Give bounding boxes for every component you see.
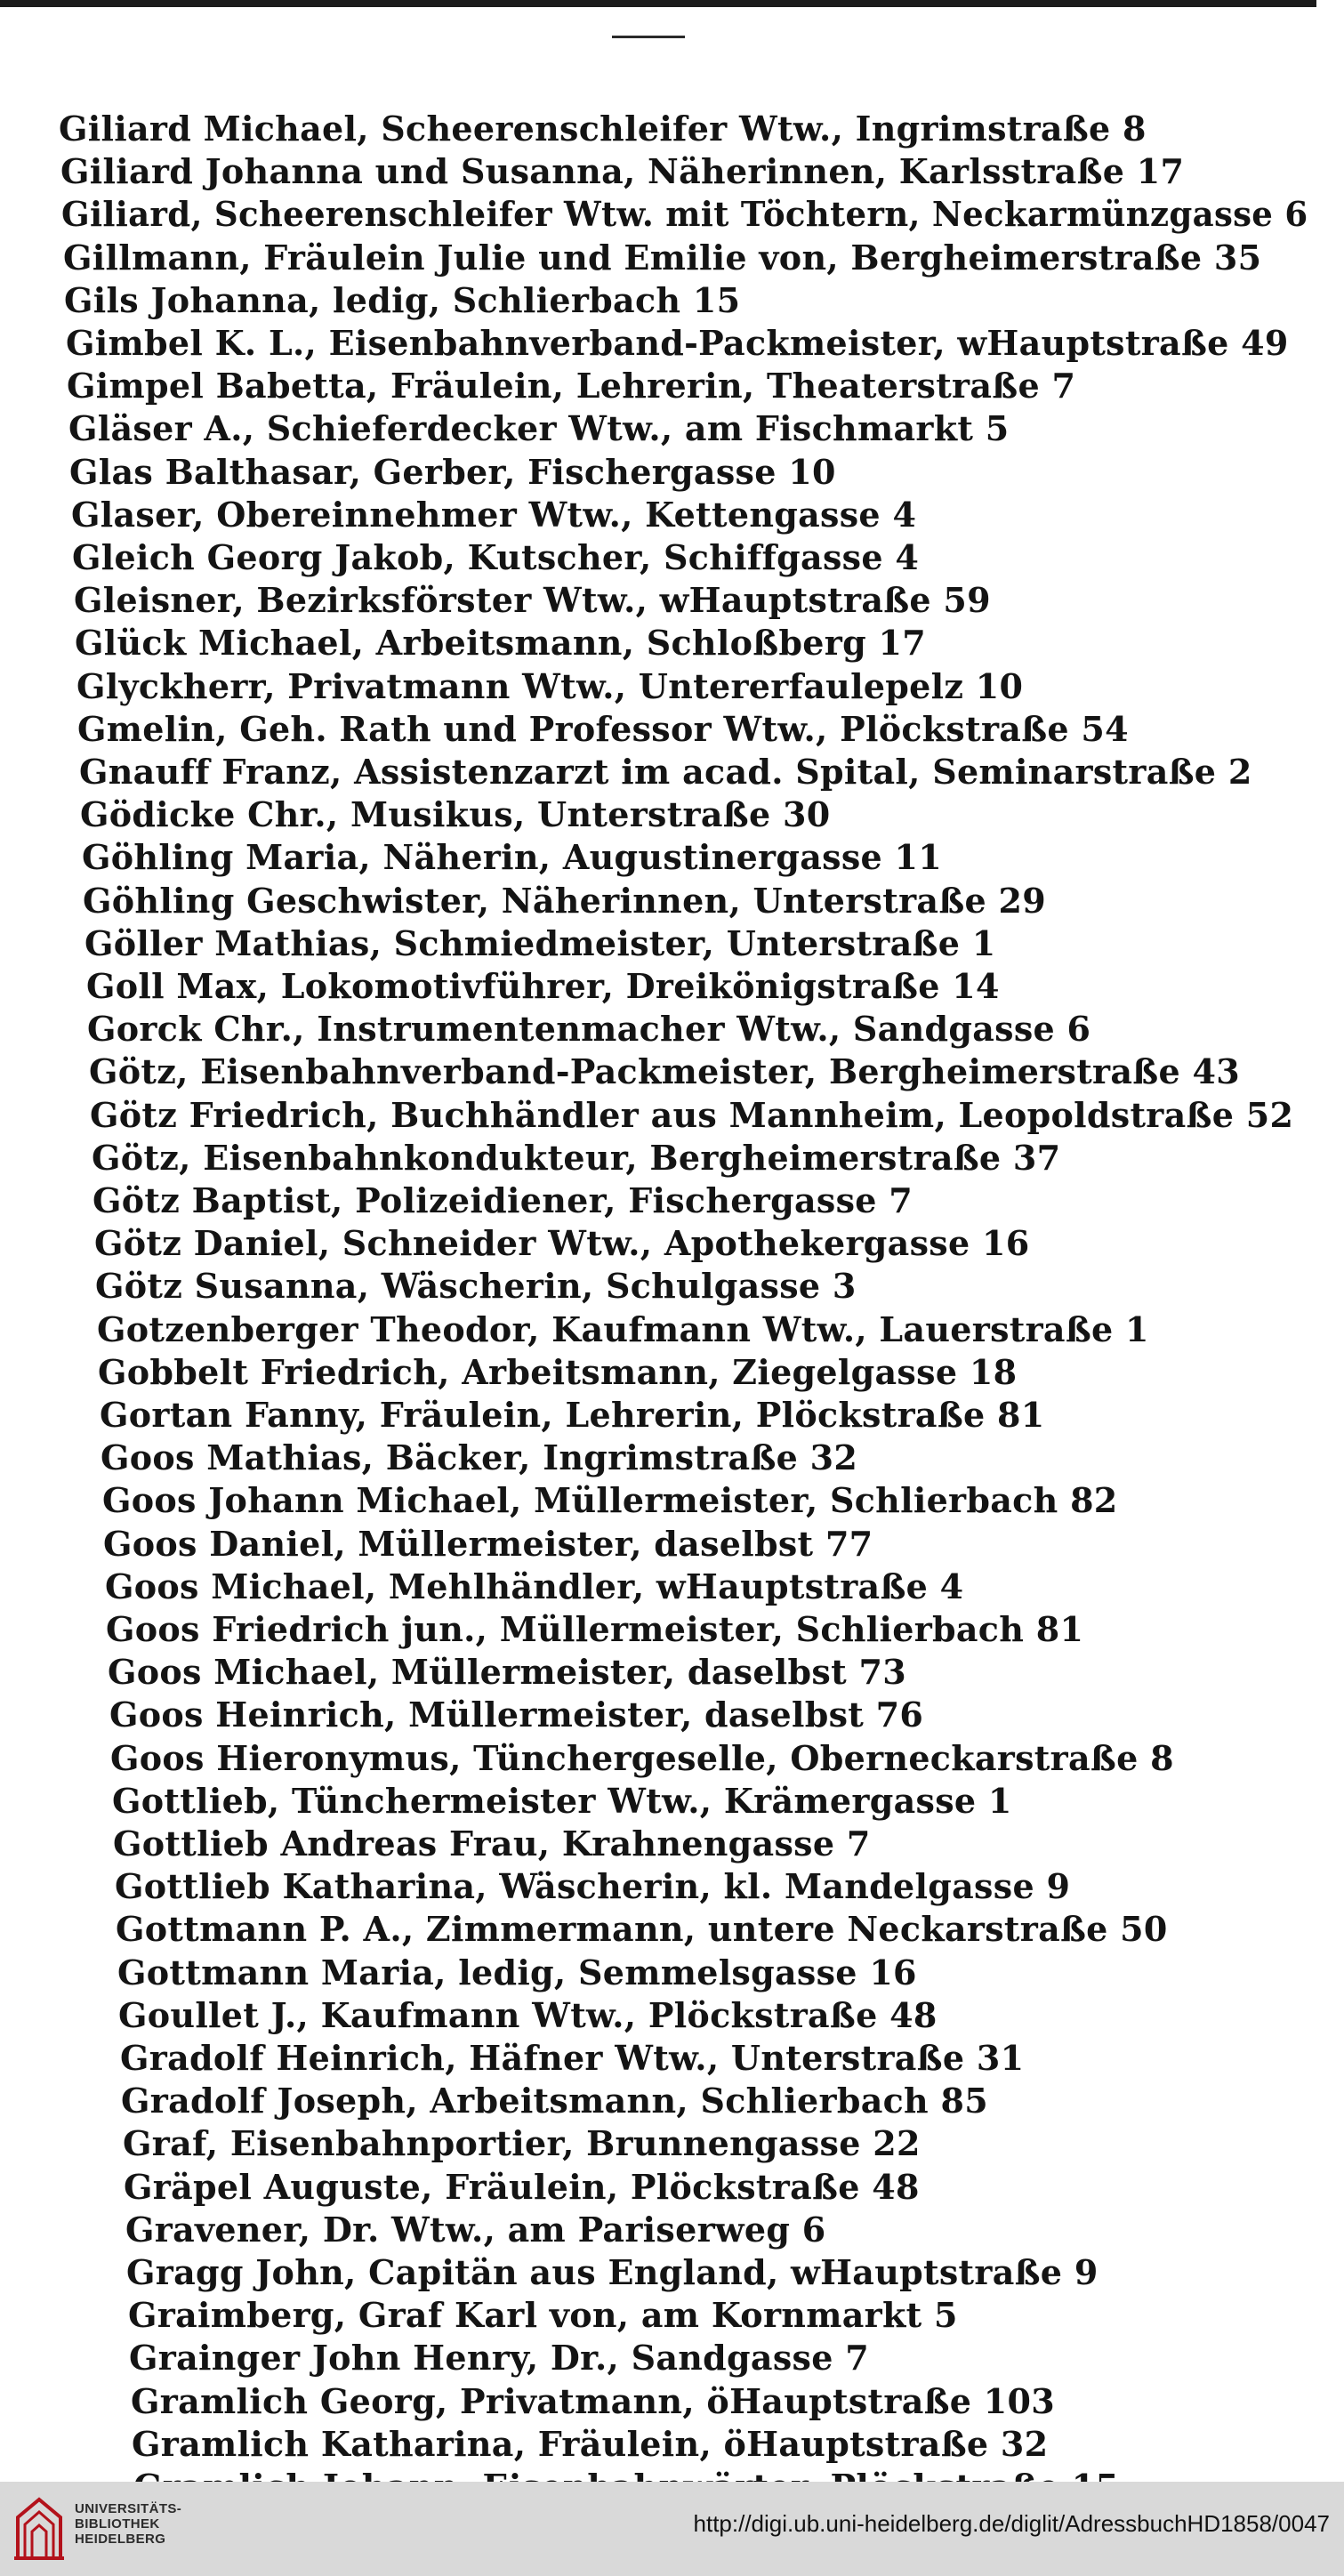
address-entry: Gräpel Auguste, Fräulein, Plöckstraße 48	[124, 2167, 920, 2207]
address-entry: Goullet J., Kaufmann Wtw., Plöckstraße 48	[118, 1995, 938, 2035]
library-name	[75, 2501, 270, 2547]
address-entry: Gleisner, Bezirksförster Wtw., wHauptstraße 59	[74, 580, 991, 620]
address-entry: Graimberg, Graf Karl von, am Kornmarkt 5	[128, 2295, 958, 2335]
address-entry: Gillmann, Fräulein Julie und Emilie von, Bergheimerstraße 35	[63, 237, 1262, 278]
address-entry: Goos Heinrich, Müllermeister, daselbst 76	[109, 1695, 924, 1735]
address-entry: Gnauff Franz, Assistenzarzt im acad. Spital, Seminarstraße 2	[79, 752, 1252, 792]
address-entry: Gramlich Katharina, Fräulein, öHauptstraße 32	[132, 2424, 1049, 2464]
address-entry: Glas Balthasar, Gerber, Fischergasse 10	[69, 452, 836, 492]
address-entry: Glyckherr, Privatmann Wtw., Untererfaulepelz 10	[76, 666, 1024, 706]
address-entry: Graf, Eisenbahnportier, Brunnengasse 22	[123, 2123, 921, 2163]
library-name-line-3: HEIDELBERG	[75, 2532, 166, 2547]
address-entry: Götz Susanna, Wäscherin, Schulgasse 3	[95, 1266, 857, 1306]
address-entry: Gragg John, Capitän aus England, wHauptstraße 9	[126, 2252, 1099, 2292]
address-entry: Gramlich Georg, Privatmann, öHauptstraße 103	[131, 2381, 1056, 2421]
address-entry: Gimbel K. L., Eisenbahnverband-Packmeister, wHauptstraße 49	[66, 323, 1289, 363]
address-entry: Gottlieb Katharina, Wäscherin, kl. Mandelgasse 9	[115, 1866, 1071, 1906]
address-entry: Gläser A., Schieferdecker Wtw., am Fischmarkt 5	[68, 408, 1010, 448]
address-entry: Giliard Michael, Scheerenschleifer Wtw., Ingrimstraße 8	[59, 109, 1147, 149]
address-entry: Gradolf Joseph, Arbeitsmann, Schlierbach 85	[121, 2081, 988, 2121]
address-entry: Gmelin, Geh. Rath und Professor Wtw., Plöckstraße 54	[77, 709, 1129, 749]
address-entry: Giliard Johanna und Susanna, Näherinnen, Karlsstraße 17	[60, 151, 1185, 191]
address-entry: Gradolf Heinrich, Häfner Wtw., Unterstraße 31	[120, 2038, 1025, 2078]
address-entry: Gödicke Chr., Musikus, Unterstraße 30	[80, 794, 831, 834]
address-entry: Götz Friedrich, Buchhändler aus Mannheim, Leopoldstraße 52	[90, 1095, 1294, 1135]
address-entry: Gortan Fanny, Fräulein, Lehrerin, Plöckstraße 81	[100, 1395, 1045, 1435]
address-entry: Grainger John Henry, Dr., Sandgasse 7	[129, 2338, 869, 2378]
top-border-rule	[0, 0, 1316, 7]
address-entry: Göller Mathias, Schmiedmeister, Unterstraße 1	[85, 923, 996, 963]
source-url[interactable]: http://digi.ub.uni-heidelberg.de/diglit/AdressbuchHD1858/0047	[693, 2510, 1330, 2537]
address-entry: Goos Michael, Mehlhändler, wHauptstraße 4	[105, 1566, 964, 1606]
address-entry: Göhling Maria, Näherin, Augustinergasse 11	[82, 837, 943, 877]
address-entry: Gottmann P. A., Zimmermann, untere Neckarstraße 50	[116, 1909, 1168, 1949]
address-entry: Gravener, Dr. Wtw., am Pariserweg 6	[125, 2210, 826, 2250]
address-entry: Gobbelt Friedrich, Arbeitsmann, Ziegelgasse 18	[98, 1352, 1018, 1392]
address-entry: Gotzenberger Theodor, Kaufmann Wtw., Lauerstraße 1	[97, 1309, 1149, 1349]
library-name-line-2: BIBLIOTHEK	[75, 2516, 160, 2532]
address-entry: Götz Daniel, Schneider Wtw., Apothekergasse 16	[94, 1223, 1030, 1263]
address-entry: Gils Johanna, ledig, Schlierbach 15	[64, 280, 741, 320]
address-entry: Gimpel Babetta, Fräulein, Lehrerin, Theaterstraße 7	[67, 366, 1076, 406]
address-entry: Götz Baptist, Polizeidiener, Fischergasse 7	[93, 1180, 913, 1220]
university-library-logo-icon	[14, 2494, 64, 2562]
address-entry: Gottlieb, Tünchermeister Wtw., Krämergasse 1	[112, 1781, 1012, 1821]
address-entry: Goll Max, Lokomotivführer, Dreikönigstraße 14	[86, 966, 1000, 1006]
address-entry: Goos Hieronymus, Tünchergeselle, Oberneckarstraße 8	[110, 1738, 1174, 1778]
address-entry: Gottmann Maria, ledig, Semmelsgasse 16	[117, 1952, 917, 1992]
address-list	[0, 109, 1344, 2464]
address-entry: Glaser, Obereinnehmer Wtw., Kettengasse 4	[71, 495, 917, 535]
address-entry: Göhling Geschwister, Näherinnen, Unterstraße 29	[83, 881, 1046, 921]
address-entry: Glück Michael, Arbeitsmann, Schloßberg 17	[75, 623, 926, 663]
library-name-line-1: UNIVERSITÄTS-	[75, 2501, 182, 2516]
footer-bar	[0, 2482, 1344, 2576]
address-entry: Götz, Eisenbahnkondukteur, Bergheimerstraße 37	[92, 1138, 1061, 1178]
address-entry: Götz, Eisenbahnverband-Packmeister, Bergheimerstraße 43	[89, 1051, 1240, 1091]
address-entry: Goos Michael, Müllermeister, daselbst 73	[108, 1652, 906, 1692]
address-entry: Gleich Georg Jakob, Kutscher, Schiffgasse 4	[72, 537, 920, 577]
header-dash	[612, 36, 685, 38]
address-entry: Gorck Chr., Instrumentenmacher Wtw., Sandgasse 6	[87, 1009, 1091, 1049]
address-entry: Gottlieb Andreas Frau, Krahnengasse 7	[113, 1823, 871, 1864]
address-entry: Goos Mathias, Bäcker, Ingrimstraße 32	[101, 1437, 858, 1477]
address-entry: Giliard, Scheerenschleifer Wtw. mit Töchtern, Neckarmünzgasse 6	[61, 194, 1308, 234]
address-entry: Goos Friedrich jun., Müllermeister, Schlierbach 81	[106, 1609, 1084, 1649]
address-entry: Goos Daniel, Müllermeister, daselbst 77	[103, 1524, 873, 1564]
address-entry: Goos Johann Michael, Müllermeister, Schlierbach 82	[102, 1480, 1118, 1520]
